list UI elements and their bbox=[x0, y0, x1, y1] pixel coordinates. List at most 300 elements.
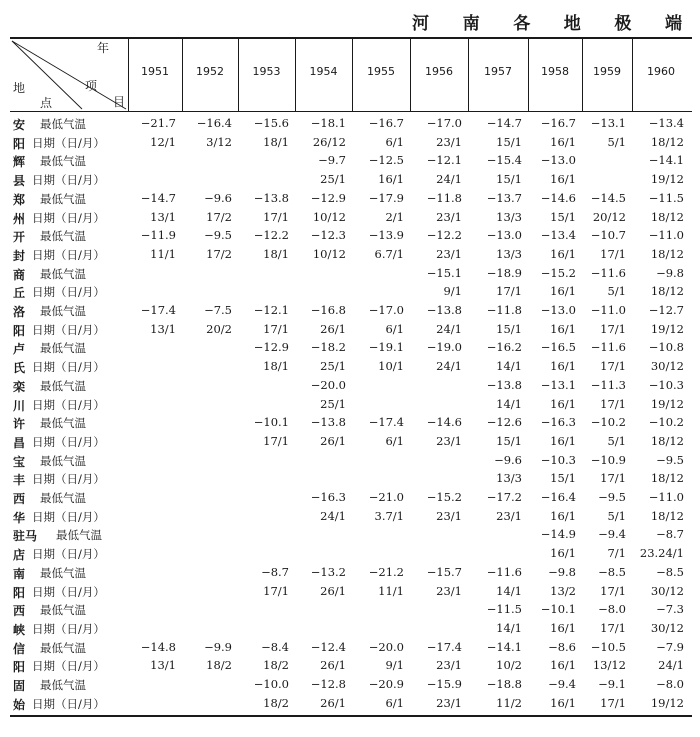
date-cell: 16/1 bbox=[550, 658, 576, 673]
date-cell: 9/1 bbox=[385, 658, 404, 673]
min-temp-row bbox=[0, 264, 700, 283]
station-name-char: 阳 bbox=[13, 585, 26, 600]
date-cell: 18/12 bbox=[650, 134, 684, 149]
date-cell: 23/1 bbox=[436, 433, 462, 448]
date-cell: 18/12 bbox=[650, 209, 684, 224]
min-temp-row bbox=[0, 675, 700, 694]
date-cell: 16/1 bbox=[378, 172, 404, 187]
temp-cell: −13.0 bbox=[540, 303, 576, 317]
temp-cell: −18.2 bbox=[310, 340, 346, 355]
temp-cell: −8.0 bbox=[656, 677, 684, 691]
date-cell: 18/12 bbox=[650, 471, 684, 486]
station-name-char: 卢 bbox=[13, 342, 26, 357]
date-cell: 23/1 bbox=[436, 134, 462, 149]
temp-cell: −9.6 bbox=[204, 190, 232, 205]
date-cell: 16/1 bbox=[550, 321, 576, 336]
temp-cell: −12.1 bbox=[253, 303, 289, 317]
station-name-char: 始 bbox=[13, 697, 26, 712]
temp-cell: −10.8 bbox=[648, 340, 684, 355]
date-cell: 23/1 bbox=[436, 658, 462, 673]
header-mu-label: 目 bbox=[113, 95, 126, 109]
min-temp-row bbox=[0, 488, 700, 507]
temp-cell: −14.1 bbox=[486, 639, 522, 654]
date-cell: 16/1 bbox=[550, 396, 576, 411]
temp-cell: −8.6 bbox=[548, 639, 576, 654]
date-cell: 3/12 bbox=[206, 134, 232, 149]
min-temp-label: 最低气温 bbox=[40, 678, 86, 692]
date-cell: 5/1 bbox=[607, 433, 626, 448]
station-name-char: 洛 bbox=[13, 305, 26, 319]
date-cell: 13/3 bbox=[496, 471, 522, 486]
temp-cell: −12.1 bbox=[426, 153, 462, 168]
date-cell: 10/12 bbox=[312, 209, 346, 224]
temp-cell: −11.0 bbox=[590, 303, 626, 317]
date-label: 日期（日/月） bbox=[32, 397, 105, 412]
min-temp-label: 最低气温 bbox=[40, 304, 86, 318]
temp-cell: −9.7 bbox=[318, 153, 346, 168]
date-cell: 17/1 bbox=[263, 433, 289, 448]
temp-cell: −10.2 bbox=[590, 415, 626, 430]
min-temp-row bbox=[0, 451, 700, 470]
column-divider bbox=[632, 39, 633, 111]
station-name-char: 川 bbox=[13, 398, 26, 413]
date-cell: 26/1 bbox=[320, 658, 346, 673]
date-cell: 18/2 bbox=[206, 658, 232, 673]
date-cell: 9/1 bbox=[443, 284, 462, 299]
date-label: 日期（日/月） bbox=[32, 547, 105, 562]
temp-cell: −16.5 bbox=[540, 340, 576, 355]
title-char: 地 bbox=[563, 14, 581, 34]
column-divider bbox=[468, 39, 469, 111]
temp-cell: −14.8 bbox=[140, 639, 176, 654]
temp-cell: −12.4 bbox=[310, 639, 346, 654]
date-cell: 20/2 bbox=[206, 321, 232, 336]
date-cell: 16/1 bbox=[550, 172, 576, 187]
year-header: 1958 bbox=[541, 65, 569, 78]
temp-cell: −11.6 bbox=[590, 340, 626, 355]
table-header-rule bbox=[10, 111, 692, 112]
date-cell: 16/1 bbox=[550, 508, 576, 523]
date-cell: 3.7/1 bbox=[374, 508, 404, 523]
year-header: 1955 bbox=[367, 65, 395, 78]
date-cell: 17/2 bbox=[206, 209, 232, 224]
min-temp-label: 最低气温 bbox=[40, 565, 86, 580]
date-cell: 17/1 bbox=[600, 620, 626, 635]
temp-cell: −8.7 bbox=[261, 564, 289, 579]
temp-cell: −19.1 bbox=[368, 340, 404, 355]
date-cell: 17/2 bbox=[206, 246, 232, 261]
date-row bbox=[0, 395, 700, 414]
date-cell: 26/12 bbox=[312, 134, 346, 149]
temp-cell: −10.3 bbox=[540, 452, 576, 467]
temp-cell: −16.8 bbox=[310, 303, 346, 317]
date-cell: 2/1 bbox=[385, 209, 404, 224]
date-cell: 30/12 bbox=[650, 620, 684, 635]
temp-cell: −16.3 bbox=[310, 490, 346, 504]
temp-cell: −18.8 bbox=[486, 677, 522, 691]
date-row bbox=[0, 694, 700, 713]
date-cell: 6/1 bbox=[385, 695, 404, 710]
date-cell: 10/12 bbox=[312, 246, 346, 261]
temp-cell: −16.7 bbox=[540, 116, 576, 130]
date-cell: 18/12 bbox=[650, 284, 684, 299]
date-cell: 19/12 bbox=[650, 396, 684, 411]
temp-cell: −20.0 bbox=[310, 377, 346, 392]
date-cell: 23/1 bbox=[436, 209, 462, 224]
temp-cell: −7.9 bbox=[656, 639, 684, 654]
min-temp-label: 最低气温 bbox=[40, 154, 86, 169]
min-temp-label: 最低气温 bbox=[40, 117, 86, 131]
temp-cell: −18.1 bbox=[310, 116, 346, 130]
date-label: 日期（日/月） bbox=[32, 659, 105, 674]
min-temp-row bbox=[0, 638, 700, 657]
date-cell: 19/12 bbox=[650, 695, 684, 710]
station-name-char: 宝 bbox=[13, 454, 26, 469]
date-cell: 5/1 bbox=[607, 284, 626, 299]
date-cell: 13/3 bbox=[496, 209, 522, 224]
station-name-char: 店 bbox=[13, 548, 26, 563]
date-label: 日期（日/月） bbox=[32, 696, 105, 711]
temp-cell: −17.4 bbox=[426, 639, 462, 654]
temp-cell: −8.4 bbox=[261, 639, 289, 654]
column-divider bbox=[528, 39, 529, 111]
date-row bbox=[0, 357, 700, 376]
temp-cell: −20.0 bbox=[368, 639, 404, 654]
date-row bbox=[0, 656, 700, 675]
temp-cell: −11.0 bbox=[648, 228, 684, 243]
temp-cell: −21.7 bbox=[140, 116, 176, 130]
date-cell: 15/1 bbox=[496, 172, 522, 187]
station-name-char: 固 bbox=[13, 679, 26, 693]
header-item-label: 项 bbox=[85, 79, 98, 93]
temp-cell: −17.0 bbox=[426, 116, 462, 130]
date-cell: 18/1 bbox=[263, 246, 289, 261]
year-header: 1953 bbox=[252, 65, 281, 78]
title-char: 端 bbox=[664, 14, 682, 34]
temp-cell: −14.7 bbox=[140, 190, 176, 205]
date-cell: 25/1 bbox=[320, 396, 346, 411]
year-header: 1957 bbox=[484, 65, 512, 78]
min-temp-label: 最低气温 bbox=[40, 378, 86, 393]
temp-cell: −16.3 bbox=[540, 415, 576, 430]
station-name-char: 封 bbox=[13, 248, 26, 263]
temp-cell: −20.9 bbox=[368, 677, 404, 691]
date-cell: 6/1 bbox=[385, 321, 404, 336]
date-cell: 14/1 bbox=[496, 583, 522, 598]
temp-cell: −8.0 bbox=[598, 602, 626, 617]
min-temp-row bbox=[0, 189, 700, 208]
temp-cell: −12.6 bbox=[486, 415, 522, 430]
temp-cell: −12.7 bbox=[648, 303, 684, 317]
column-divider bbox=[352, 39, 353, 111]
date-cell: 18/1 bbox=[263, 134, 289, 149]
date-cell: 13/1 bbox=[150, 209, 176, 224]
station-name-char: 丰 bbox=[13, 473, 26, 488]
header-diagonal-lines bbox=[10, 39, 128, 111]
date-cell: 23.24/1 bbox=[639, 546, 684, 561]
date-cell: 5/1 bbox=[607, 508, 626, 523]
min-temp-row bbox=[0, 114, 700, 133]
date-cell: 17/1 bbox=[600, 396, 626, 411]
temp-cell: −13.7 bbox=[486, 190, 522, 205]
date-row bbox=[0, 170, 700, 189]
date-cell: 24/1 bbox=[436, 359, 462, 374]
year-header: 1951 bbox=[141, 65, 169, 78]
min-temp-label: 最低气温 bbox=[40, 341, 86, 356]
date-cell: 17/1 bbox=[600, 246, 626, 261]
temp-cell: −15.2 bbox=[540, 265, 576, 280]
temp-cell: −9.8 bbox=[548, 564, 576, 579]
temp-cell: −17.9 bbox=[368, 190, 404, 205]
date-label: 日期（日/月） bbox=[32, 173, 105, 188]
date-cell: 17/1 bbox=[600, 359, 626, 374]
temp-cell: −10.3 bbox=[648, 377, 684, 392]
station-name-char: 辉 bbox=[13, 155, 26, 170]
station-name-char: 华 bbox=[13, 510, 26, 525]
min-temp-row bbox=[0, 151, 700, 170]
header-place-label: 地 bbox=[13, 81, 26, 95]
date-cell: 30/12 bbox=[650, 583, 684, 598]
temp-cell: −9.4 bbox=[548, 677, 576, 691]
date-cell: 11/1 bbox=[378, 583, 404, 598]
date-cell: 23/1 bbox=[436, 246, 462, 261]
date-cell: 14/1 bbox=[496, 359, 522, 374]
temp-cell: −11.6 bbox=[590, 265, 626, 280]
date-cell: 24/1 bbox=[658, 658, 684, 673]
date-cell: 11/2 bbox=[496, 695, 522, 710]
date-cell: 15/1 bbox=[550, 209, 576, 224]
date-cell: 17/1 bbox=[600, 583, 626, 598]
temp-cell: −9.5 bbox=[656, 452, 684, 467]
date-cell: 15/1 bbox=[550, 471, 576, 486]
date-cell: 11/1 bbox=[150, 246, 176, 261]
header-year-label: 年 bbox=[97, 41, 110, 55]
date-row bbox=[0, 320, 700, 339]
date-cell: 25/1 bbox=[320, 172, 346, 187]
temp-cell: −21.0 bbox=[368, 490, 404, 504]
date-label: 日期（日/月） bbox=[32, 584, 105, 599]
table-bottom-rule bbox=[10, 715, 692, 717]
temp-cell: −11.8 bbox=[486, 303, 522, 317]
station-name-char: 昌 bbox=[13, 435, 26, 450]
temp-cell: −9.5 bbox=[598, 490, 626, 504]
temp-cell: −12.3 bbox=[310, 228, 346, 243]
temp-cell: −13.2 bbox=[310, 564, 346, 579]
temp-cell: −10.7 bbox=[590, 228, 626, 243]
min-temp-label: 最低气温 bbox=[40, 416, 86, 431]
temp-cell: −11.3 bbox=[590, 377, 626, 392]
date-cell: 18/1 bbox=[263, 359, 289, 374]
min-temp-row bbox=[0, 413, 700, 432]
temp-cell: −18.9 bbox=[486, 265, 522, 280]
date-cell: 16/1 bbox=[550, 359, 576, 374]
column-divider bbox=[582, 39, 583, 111]
temp-cell: −9.1 bbox=[598, 677, 626, 691]
date-cell: 14/1 bbox=[496, 396, 522, 411]
date-row bbox=[0, 282, 700, 301]
date-cell: 15/1 bbox=[496, 321, 522, 336]
temp-cell: −15.7 bbox=[426, 564, 462, 579]
temp-cell: −13.1 bbox=[590, 116, 626, 130]
station-name-char: 驻马 bbox=[13, 529, 38, 544]
year-header: 1956 bbox=[425, 65, 453, 78]
date-label: 日期（日/月） bbox=[32, 210, 105, 225]
temp-cell: −8.5 bbox=[598, 564, 626, 579]
date-cell: 17/1 bbox=[600, 321, 626, 336]
temp-cell: −10.5 bbox=[590, 639, 626, 654]
date-label: 日期（日/月） bbox=[32, 135, 105, 150]
station-name-char: 峡 bbox=[13, 622, 26, 637]
min-temp-row bbox=[0, 376, 700, 395]
temp-cell: −13.9 bbox=[368, 228, 404, 243]
date-cell: 17/1 bbox=[496, 284, 522, 299]
year-header: 1954 bbox=[309, 65, 338, 78]
year-header: 1960 bbox=[647, 65, 675, 78]
date-cell: 16/1 bbox=[550, 546, 576, 561]
date-label: 日期（日/月） bbox=[32, 285, 105, 300]
temp-cell: −19.0 bbox=[426, 340, 462, 355]
temp-cell: −13.0 bbox=[486, 228, 522, 243]
temp-cell: −14.6 bbox=[540, 190, 576, 205]
date-cell: 30/12 bbox=[650, 359, 684, 374]
year-header: 1959 bbox=[593, 65, 621, 78]
min-temp-label: 最低气温 bbox=[40, 603, 86, 618]
min-temp-label: 最低气温 bbox=[56, 528, 102, 543]
date-cell: 19/12 bbox=[650, 172, 684, 187]
date-cell: 16/1 bbox=[550, 695, 576, 710]
date-cell: 16/1 bbox=[550, 284, 576, 299]
temp-cell: −15.6 bbox=[253, 116, 289, 130]
date-row bbox=[0, 133, 700, 152]
date-cell: 16/1 bbox=[550, 433, 576, 448]
date-row bbox=[0, 432, 700, 451]
station-name-char: 商 bbox=[13, 267, 26, 282]
temp-cell: −15.1 bbox=[426, 265, 462, 280]
temp-cell: −13.8 bbox=[310, 415, 346, 430]
date-cell: 23/1 bbox=[436, 583, 462, 598]
date-cell: 17/1 bbox=[263, 583, 289, 598]
date-cell: 13/2 bbox=[550, 583, 576, 598]
date-label: 日期（日/月） bbox=[32, 509, 105, 524]
temp-cell: −9.9 bbox=[204, 639, 232, 654]
station-name-char: 氏 bbox=[13, 361, 26, 376]
title-char: 南 bbox=[462, 14, 480, 34]
column-divider bbox=[410, 39, 411, 111]
temp-cell: −7.3 bbox=[656, 602, 684, 617]
column-divider bbox=[128, 39, 129, 111]
min-temp-row bbox=[0, 338, 700, 357]
temp-cell: −13.8 bbox=[426, 303, 462, 317]
min-temp-label: 最低气温 bbox=[40, 640, 86, 655]
date-row bbox=[0, 582, 700, 601]
title-char: 极 bbox=[614, 14, 632, 34]
station-name-char: 许 bbox=[13, 417, 26, 432]
date-cell: 26/1 bbox=[320, 321, 346, 336]
column-divider bbox=[238, 39, 239, 111]
temp-cell: −9.8 bbox=[656, 265, 684, 280]
date-cell: 13/1 bbox=[150, 321, 176, 336]
date-cell: 18/12 bbox=[650, 433, 684, 448]
date-cell: 26/1 bbox=[320, 695, 346, 710]
temp-cell: −10.2 bbox=[648, 415, 684, 430]
min-temp-row bbox=[0, 600, 700, 619]
temp-cell: −10.1 bbox=[540, 602, 576, 617]
temp-cell: −8.7 bbox=[656, 527, 684, 542]
station-name-char: 西 bbox=[13, 492, 26, 506]
temp-cell: −16.7 bbox=[368, 116, 404, 130]
date-row bbox=[0, 544, 700, 563]
temp-cell: −12.9 bbox=[253, 340, 289, 355]
date-label: 日期（日/月） bbox=[32, 322, 105, 337]
temp-cell: −14.6 bbox=[426, 415, 462, 430]
station-name-char: 县 bbox=[13, 174, 26, 189]
station-name-char: 郑 bbox=[13, 192, 26, 207]
date-row bbox=[0, 245, 700, 264]
temp-cell: −11.6 bbox=[486, 564, 522, 579]
temp-cell: −8.5 bbox=[656, 564, 684, 579]
date-label: 日期（日/月） bbox=[32, 472, 105, 487]
column-divider bbox=[295, 39, 296, 111]
date-cell: 18/2 bbox=[263, 658, 289, 673]
temp-cell: −10.1 bbox=[253, 415, 289, 430]
min-temp-row bbox=[0, 226, 700, 245]
station-name-char: 丘 bbox=[13, 286, 26, 301]
temp-cell: −16.4 bbox=[540, 490, 576, 504]
date-cell: 24/1 bbox=[436, 321, 462, 336]
temp-cell: −7.5 bbox=[204, 303, 232, 317]
temperature-table bbox=[0, 37, 700, 717]
date-row bbox=[0, 469, 700, 488]
temp-cell: −9.4 bbox=[598, 527, 626, 542]
station-name-char: 栾 bbox=[13, 379, 26, 394]
date-cell: 24/1 bbox=[320, 508, 346, 523]
date-cell: 23/1 bbox=[496, 508, 522, 523]
date-cell: 16/1 bbox=[550, 134, 576, 149]
date-label: 日期（日/月） bbox=[32, 247, 105, 262]
date-cell: 10/2 bbox=[496, 658, 522, 673]
date-cell: 18/12 bbox=[650, 508, 684, 523]
header-point-label: 点 bbox=[40, 96, 53, 110]
min-temp-label: 最低气温 bbox=[40, 229, 86, 244]
temp-cell: −13.8 bbox=[486, 377, 522, 392]
temp-cell: −10.0 bbox=[253, 677, 289, 691]
temp-cell: −14.1 bbox=[648, 153, 684, 168]
date-row bbox=[0, 507, 700, 526]
temp-cell: −12.9 bbox=[310, 190, 346, 205]
temp-cell: −14.9 bbox=[540, 527, 576, 542]
date-cell: 23/1 bbox=[436, 508, 462, 523]
temp-cell: −13.8 bbox=[253, 190, 289, 205]
station-name-char: 安 bbox=[13, 118, 26, 132]
temp-cell: −16.2 bbox=[486, 340, 522, 355]
date-cell: 26/1 bbox=[320, 433, 346, 448]
date-cell: 10/1 bbox=[378, 359, 404, 374]
temp-cell: −12.5 bbox=[368, 153, 404, 168]
date-cell: 18/2 bbox=[263, 695, 289, 710]
date-cell: 25/1 bbox=[320, 359, 346, 374]
temp-cell: −14.7 bbox=[486, 116, 522, 130]
temp-cell: −17.2 bbox=[486, 490, 522, 504]
temp-cell: −17.4 bbox=[368, 415, 404, 430]
temp-cell: −21.2 bbox=[368, 564, 404, 579]
temp-cell: −11.9 bbox=[140, 228, 176, 243]
title-char: 河 bbox=[412, 14, 429, 34]
station-name-char: 阳 bbox=[13, 136, 26, 151]
temp-cell: −12.2 bbox=[426, 228, 462, 243]
temp-cell: −12.2 bbox=[253, 228, 289, 243]
date-cell: 7/1 bbox=[607, 546, 626, 561]
min-temp-label: 最低气温 bbox=[40, 491, 86, 505]
